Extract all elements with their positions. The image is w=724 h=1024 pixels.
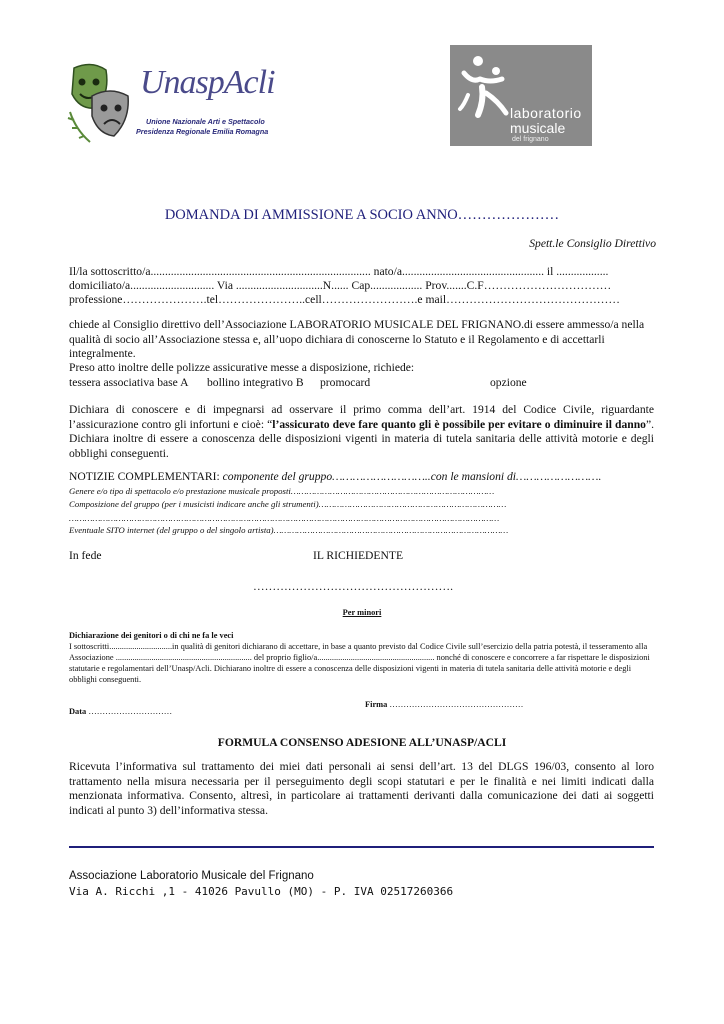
option-a[interactable]: tessera associativa base A	[69, 376, 189, 389]
firma-label: Firma	[365, 700, 388, 709]
footer-address: Via A. Ricchi ,1 - 41026 Pavullo (MO) - P. IVA 02517260366	[69, 885, 454, 898]
logo-right-line3: del frignano	[512, 136, 549, 143]
notizie-label: NOTIZIE COMPLEMENTARI:	[69, 470, 223, 483]
minori-paragraph: I sottoscritti..............................in qualità di genitori dichiarano di accettare, in base a quanto previsto dal Codice Civile sull’esercizio della patria potestà, il tesseramento alla Associazione ................................................................. del proprio figlio/a........................................................ nonché di conoscere e concorrere a far rispettare le disposizioni statutarie e regolamentari dell’Unasp/Acli. Dichiarano inoltre di essere a conoscenza delle disposizioni vigenti in materia di tutela sanitaria delle attività motorie e degli obblighi conseguenti.	[69, 642, 650, 684]
consent-paragraph: Ricevuta l’informativa sul trattamento dei miei dati personali ai sensi dell’art. 13 del DLGS 196/03, consento al loro trattamento nella misura necessaria per il perseguimento degli scopi statutari e per le finalità e nei limiti indicati dalla menzionata informativa. Consento, altresì, in particolare ai trattamenti derivanti dalla comunicazione dei dati ai soggetti indicati al punto 3) dell’informativa stessa.	[69, 760, 654, 817]
declaration-part1: Dichiara di conoscere e di impegnarsi ad osservare il primo comma dell’art. 1914 del Codice Civile, riguardante l’assicurazione contro gli infortuni e cioè: “	[69, 403, 654, 431]
unasp-acli-logo	[66, 56, 286, 146]
declaration-part2: ”. Dichiara inoltre di essere a conoscenza delle disposizioni vigenti in materia di tutela sanitaria delle attività motorie e degli obblighi conseguenti.	[69, 417, 654, 460]
option-b[interactable]: bollino integrativo B	[207, 376, 304, 389]
notizie-sito[interactable]: Eventuale SITO internet (del gruppo o del singolo artista)………………………………………………………………………………	[69, 525, 509, 535]
notizie-line1[interactable]	[69, 470, 601, 483]
page-title: DOMANDA DI AMMISSIONE A SOCIO ANNO…………………	[164, 207, 560, 223]
option-d[interactable]: opzione	[490, 376, 527, 389]
minori-firma[interactable]	[365, 699, 523, 710]
request-paragraph: chiede al Consiglio direttivo dell’Associazione LABORATORIO MUSICALE DEL FRIGNANO.di essere ammesso/a nella qualità di socio all’Associazione stessa e, all’uopo dichiara di conoscerne lo Statuto e il Regolamento e di accettarli integralmente.	[69, 318, 645, 361]
logo-subtitle-2: Presidenza Regionale Emilia Romagna	[136, 127, 269, 136]
logo-subtitle-1: Unione Nazionale Arti e Spettacolo	[146, 117, 265, 126]
data-dots: …………………………	[88, 707, 173, 716]
field-line-contacts[interactable]: professione………………….tel…………………..cell…………………….e mail………………………………………	[69, 293, 620, 306]
laboratorio-musicale-logo	[450, 45, 592, 146]
notizie-componente: componente del gruppo………………………..con le mansioni di…………………….	[222, 470, 602, 483]
richiedente-label: IL RICHIEDENTE	[313, 549, 404, 562]
in-fede-label: In fede	[69, 549, 102, 562]
logo-right-line2: musicale	[510, 120, 566, 136]
signature-line[interactable]: …………………………………………….	[253, 580, 453, 593]
firma-dots: …………………………………………	[389, 700, 524, 709]
minori-declaration-title: Dichiarazione dei genitori o di chi ne fa le veci	[69, 631, 234, 640]
declaration-paragraph	[69, 403, 654, 461]
insurance-line: Preso atto inoltre delle polizze assicurative messe a disposizione, richiede:	[69, 361, 415, 374]
logo-brand-text: UnaspAcli	[140, 64, 275, 101]
footer-rule	[69, 846, 654, 848]
consent-heading: FORMULA CONSENSO ADESIONE ALL’UNASP/ACLI	[217, 736, 507, 749]
logo-right-line1: laboratorio	[510, 105, 582, 121]
option-c[interactable]: promocard	[320, 376, 371, 389]
footer-association: Associazione Laboratorio Musicale del Frignano	[69, 870, 314, 882]
minori-data[interactable]	[69, 706, 172, 717]
field-line-address[interactable]: domiciliato/a............................. Via ..............................N...... Cap.................. Prov.......C.F……………………………	[69, 279, 612, 292]
field-line-name[interactable]: Il/la sottoscritto/a............................................................................ nato/a................................................. il ..................	[69, 265, 609, 278]
declaration-bold: l’assicurato deve fare quanto gli è possibile per evitare o diminuire il danno	[272, 417, 646, 431]
theatre-masks-icon	[66, 60, 138, 146]
minori-heading: Per minori	[342, 608, 382, 617]
dancing-figure-icon	[456, 53, 514, 123]
notizie-genere[interactable]: Genere e/o tipo di spettacolo e/o prestazione musicale proposti……………………………………………………………………	[69, 486, 495, 496]
notizie-composizione[interactable]: Composizione del gruppo (per i musicisti indicare anche gli strumenti)………………………………………………………………	[69, 499, 507, 509]
addressee: Spett.le Consiglio Direttivo	[529, 237, 656, 250]
notizie-extra-line[interactable]: …………………………………………………………………………………………………………………………………………………	[69, 513, 500, 523]
data-label: Data	[69, 707, 87, 716]
